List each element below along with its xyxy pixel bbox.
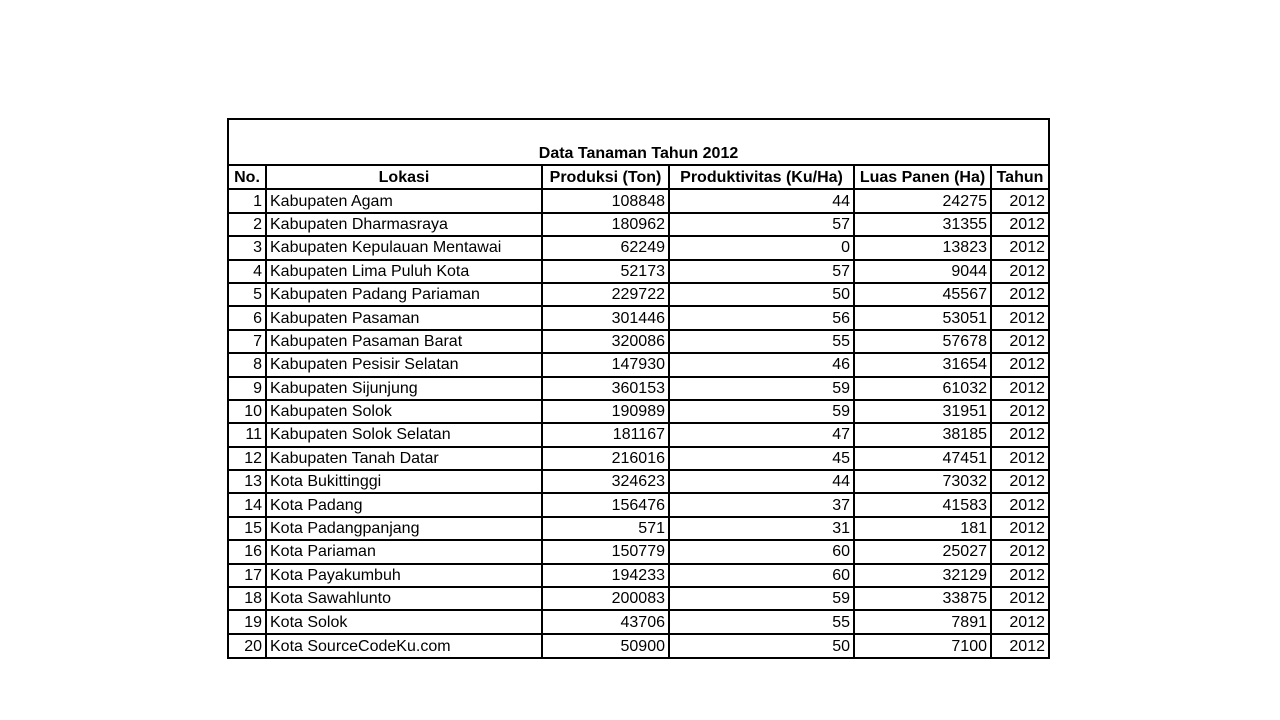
cell-lokasi: Kabupaten Dharmasraya — [266, 213, 542, 236]
cell-produktivitas: 57 — [669, 260, 854, 283]
cell-tahun: 2012 — [991, 423, 1048, 446]
cell-produktivitas: 60 — [669, 564, 854, 587]
cell-produktivitas: 44 — [669, 470, 854, 493]
cell-lokasi: Kota Solok — [266, 610, 542, 633]
cell-lokasi: Kota Pariaman — [266, 540, 542, 563]
table-row — [229, 587, 1048, 610]
cell-produktivitas: 59 — [669, 587, 854, 610]
header-tahun: Tahun — [991, 166, 1048, 189]
table-row — [229, 353, 1048, 376]
data-table-sheet — [227, 118, 1050, 659]
cell-lokasi: Kabupaten Pasaman Barat — [266, 330, 542, 353]
cell-no: 7 — [229, 330, 266, 353]
table-row — [229, 517, 1048, 540]
cell-tahun: 2012 — [991, 447, 1048, 470]
cell-produktivitas: 55 — [669, 610, 854, 633]
table-row — [229, 283, 1048, 306]
cell-produktivitas: 37 — [669, 493, 854, 516]
cell-no: 4 — [229, 260, 266, 283]
cell-produksi: 216016 — [542, 447, 669, 470]
cell-luas-panen: 47451 — [854, 447, 991, 470]
table-body — [229, 189, 1048, 657]
table-row — [229, 377, 1048, 400]
cell-no: 2 — [229, 213, 266, 236]
cell-produksi: 150779 — [542, 540, 669, 563]
cell-no: 16 — [229, 540, 266, 563]
cell-tahun: 2012 — [991, 283, 1048, 306]
table-row — [229, 189, 1048, 212]
cell-tahun: 2012 — [991, 470, 1048, 493]
table-row — [229, 540, 1048, 563]
cell-tahun: 2012 — [991, 306, 1048, 329]
table-row — [229, 236, 1048, 259]
cell-no: 11 — [229, 423, 266, 446]
cell-produktivitas: 46 — [669, 353, 854, 376]
cell-luas-panen: 181 — [854, 517, 991, 540]
cell-produksi: 360153 — [542, 377, 669, 400]
cell-produksi: 301446 — [542, 306, 669, 329]
cell-lokasi: Kota Padang — [266, 493, 542, 516]
cell-luas-panen: 31951 — [854, 400, 991, 423]
cell-lokasi: Kabupaten Solok Selatan — [266, 423, 542, 446]
table-row — [229, 634, 1048, 657]
table-row — [229, 306, 1048, 329]
cell-luas-panen: 38185 — [854, 423, 991, 446]
cell-produktivitas: 55 — [669, 330, 854, 353]
cell-lokasi: Kabupaten Pesisir Selatan — [266, 353, 542, 376]
cell-produksi: 194233 — [542, 564, 669, 587]
cell-produktivitas: 45 — [669, 447, 854, 470]
cell-no: 20 — [229, 634, 266, 657]
cell-produktivitas: 47 — [669, 423, 854, 446]
cell-lokasi: Kabupaten Kepulauan Mentawai — [266, 236, 542, 259]
cell-lokasi: Kabupaten Padang Pariaman — [266, 283, 542, 306]
cell-produksi: 156476 — [542, 493, 669, 516]
table-row — [229, 470, 1048, 493]
cell-produktivitas: 59 — [669, 377, 854, 400]
cell-tahun: 2012 — [991, 260, 1048, 283]
cell-tahun: 2012 — [991, 189, 1048, 212]
header-lokasi: Lokasi — [266, 166, 542, 189]
cell-produktivitas: 31 — [669, 517, 854, 540]
cell-lokasi: Kabupaten Sijunjung — [266, 377, 542, 400]
cell-tahun: 2012 — [991, 634, 1048, 657]
cell-no: 15 — [229, 517, 266, 540]
cell-produksi: 571 — [542, 517, 669, 540]
cell-produksi: 180962 — [542, 213, 669, 236]
table-header — [229, 166, 1048, 189]
cell-luas-panen: 32129 — [854, 564, 991, 587]
data-table — [229, 166, 1048, 657]
cell-produktivitas: 56 — [669, 306, 854, 329]
cell-produksi: 229722 — [542, 283, 669, 306]
cell-lokasi: Kota Payakumbuh — [266, 564, 542, 587]
cell-no: 19 — [229, 610, 266, 633]
table-row — [229, 610, 1048, 633]
cell-tahun: 2012 — [991, 330, 1048, 353]
cell-no: 6 — [229, 306, 266, 329]
cell-produksi: 62249 — [542, 236, 669, 259]
table-row — [229, 260, 1048, 283]
cell-produksi: 190989 — [542, 400, 669, 423]
cell-luas-panen: 57678 — [854, 330, 991, 353]
table-row — [229, 564, 1048, 587]
cell-produksi: 320086 — [542, 330, 669, 353]
cell-no: 10 — [229, 400, 266, 423]
cell-tahun: 2012 — [991, 236, 1048, 259]
cell-produksi: 43706 — [542, 610, 669, 633]
cell-no: 14 — [229, 493, 266, 516]
cell-lokasi: Kabupaten Agam — [266, 189, 542, 212]
cell-no: 9 — [229, 377, 266, 400]
cell-luas-panen: 24275 — [854, 189, 991, 212]
cell-produksi: 52173 — [542, 260, 669, 283]
cell-produksi: 200083 — [542, 587, 669, 610]
cell-luas-panen: 73032 — [854, 470, 991, 493]
cell-tahun: 2012 — [991, 540, 1048, 563]
header-produksi: Produksi (Ton) — [542, 166, 669, 189]
table-title: Data Tanaman Tahun 2012 — [229, 120, 1048, 166]
cell-tahun: 2012 — [991, 353, 1048, 376]
cell-produktivitas: 0 — [669, 236, 854, 259]
cell-produksi: 324623 — [542, 470, 669, 493]
cell-lokasi: Kabupaten Lima Puluh Kota — [266, 260, 542, 283]
table-row — [229, 400, 1048, 423]
cell-tahun: 2012 — [991, 400, 1048, 423]
cell-no: 8 — [229, 353, 266, 376]
header-row — [229, 166, 1048, 189]
cell-lokasi: Kota Bukittinggi — [266, 470, 542, 493]
cell-no: 13 — [229, 470, 266, 493]
cell-luas-panen: 25027 — [854, 540, 991, 563]
cell-lokasi: Kabupaten Solok — [266, 400, 542, 423]
cell-produksi: 147930 — [542, 353, 669, 376]
cell-produksi: 50900 — [542, 634, 669, 657]
cell-tahun: 2012 — [991, 377, 1048, 400]
cell-tahun: 2012 — [991, 610, 1048, 633]
cell-produktivitas: 44 — [669, 189, 854, 212]
cell-no: 3 — [229, 236, 266, 259]
cell-no: 1 — [229, 189, 266, 212]
cell-luas-panen: 31355 — [854, 213, 991, 236]
table-row — [229, 493, 1048, 516]
cell-no: 12 — [229, 447, 266, 470]
cell-luas-panen: 61032 — [854, 377, 991, 400]
cell-tahun: 2012 — [991, 564, 1048, 587]
header-produktivitas: Produktivitas (Ku/Ha) — [669, 166, 854, 189]
cell-lokasi: Kota Sawahlunto — [266, 587, 542, 610]
cell-produktivitas: 57 — [669, 213, 854, 236]
cell-luas-panen: 45567 — [854, 283, 991, 306]
cell-produktivitas: 60 — [669, 540, 854, 563]
table-row — [229, 447, 1048, 470]
cell-produktivitas: 50 — [669, 634, 854, 657]
cell-lokasi: Kota Padangpanjang — [266, 517, 542, 540]
cell-no: 5 — [229, 283, 266, 306]
cell-produksi: 181167 — [542, 423, 669, 446]
cell-no: 18 — [229, 587, 266, 610]
cell-tahun: 2012 — [991, 587, 1048, 610]
cell-tahun: 2012 — [991, 493, 1048, 516]
cell-luas-panen: 33875 — [854, 587, 991, 610]
cell-tahun: 2012 — [991, 213, 1048, 236]
cell-luas-panen: 31654 — [854, 353, 991, 376]
table-row — [229, 423, 1048, 446]
cell-produktivitas: 59 — [669, 400, 854, 423]
table-row — [229, 213, 1048, 236]
cell-no: 17 — [229, 564, 266, 587]
header-luas-panen: Luas Panen (Ha) — [854, 166, 991, 189]
table-row — [229, 330, 1048, 353]
cell-produktivitas: 50 — [669, 283, 854, 306]
cell-produksi: 108848 — [542, 189, 669, 212]
cell-luas-panen: 9044 — [854, 260, 991, 283]
cell-luas-panen: 53051 — [854, 306, 991, 329]
cell-luas-panen: 41583 — [854, 493, 991, 516]
cell-luas-panen: 7891 — [854, 610, 991, 633]
cell-lokasi: Kabupaten Pasaman — [266, 306, 542, 329]
cell-tahun: 2012 — [991, 517, 1048, 540]
cell-luas-panen: 7100 — [854, 634, 991, 657]
cell-luas-panen: 13823 — [854, 236, 991, 259]
cell-lokasi: Kabupaten Tanah Datar — [266, 447, 542, 470]
header-no: No. — [229, 166, 266, 189]
cell-lokasi: Kota SourceCodeKu.com — [266, 634, 542, 657]
